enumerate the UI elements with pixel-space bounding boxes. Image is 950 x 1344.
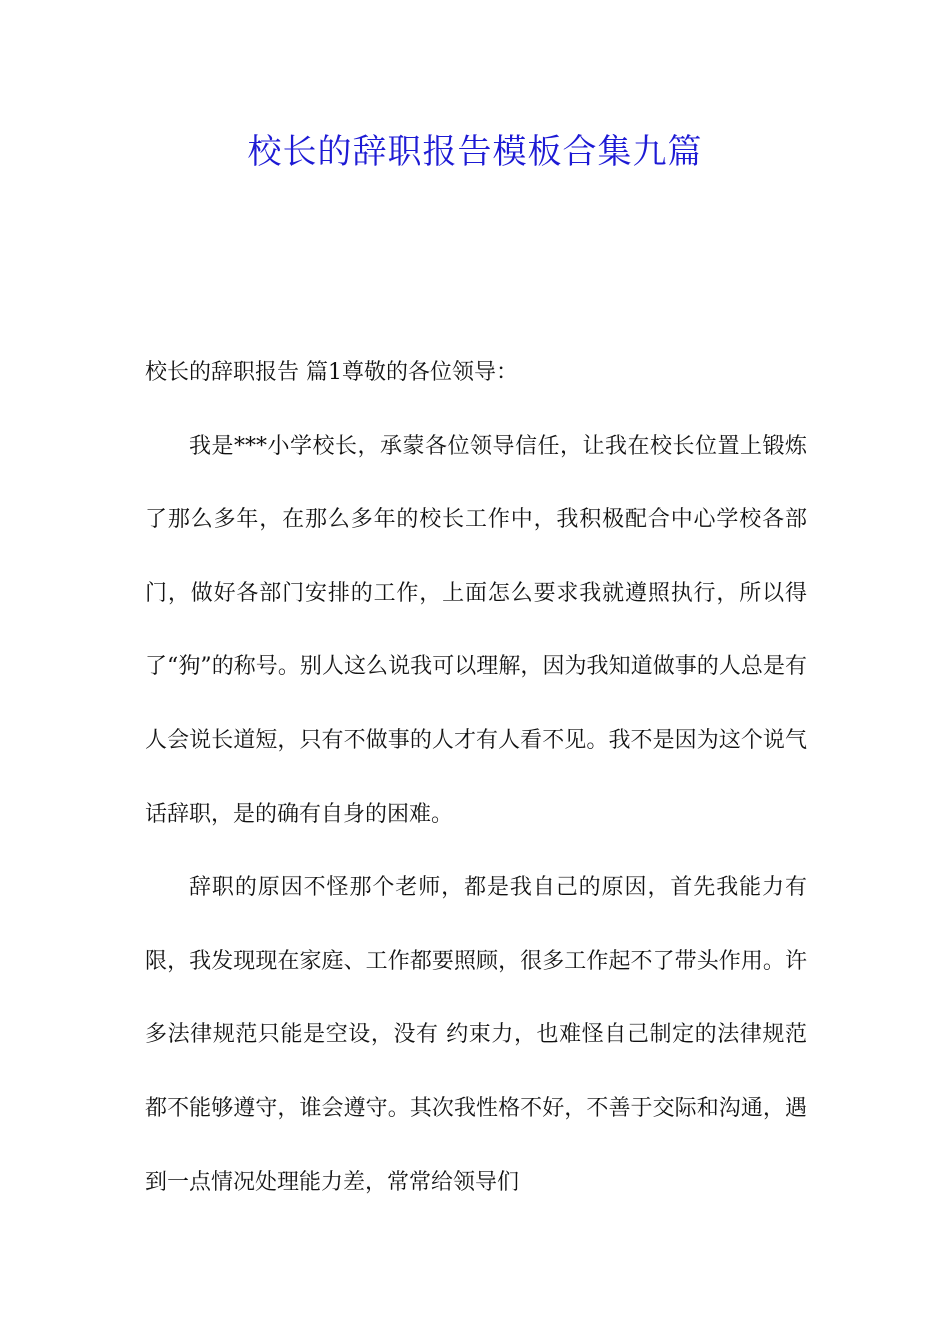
paragraph: 辞职的原因不怪那个老师，都是我自己的原因，首先我能力有限，我发现现在家庭、工作都要照顾，很多工作起不了带头作用。许多法律规范只能是空设，没有 约束力，也难怪自己制定的法律规范都不能够遵守，谁会遵守。其次我性格不好，不善于交际和沟通，遇到一点情况处理能力差，常常给领导们: [145, 875, 807, 1195]
document-body: [145, 336, 807, 1219]
paragraph: 我是***小学校长，承蒙各位领导信任，让我在校长位置上锻炼了那么多年，在那么多年的校长工作中，我积极配合中心学校各部门，做好各部门安排的工作，上面怎么要求我就遵照执行，所以得了“狗”的称号。别人这么说我可以理解，因为我知道做事的人总是有人会说长道短，只有不做事的人才有人看不见。我不是因为这个说气话辞职，是的确有自身的困难。: [145, 433, 807, 827]
document-title: 校长的辞职报告模板合集九篇: [247, 132, 703, 172]
paragraph-heading: 校长的辞职报告 篇1尊敬的各位领导：: [145, 360, 518, 385]
